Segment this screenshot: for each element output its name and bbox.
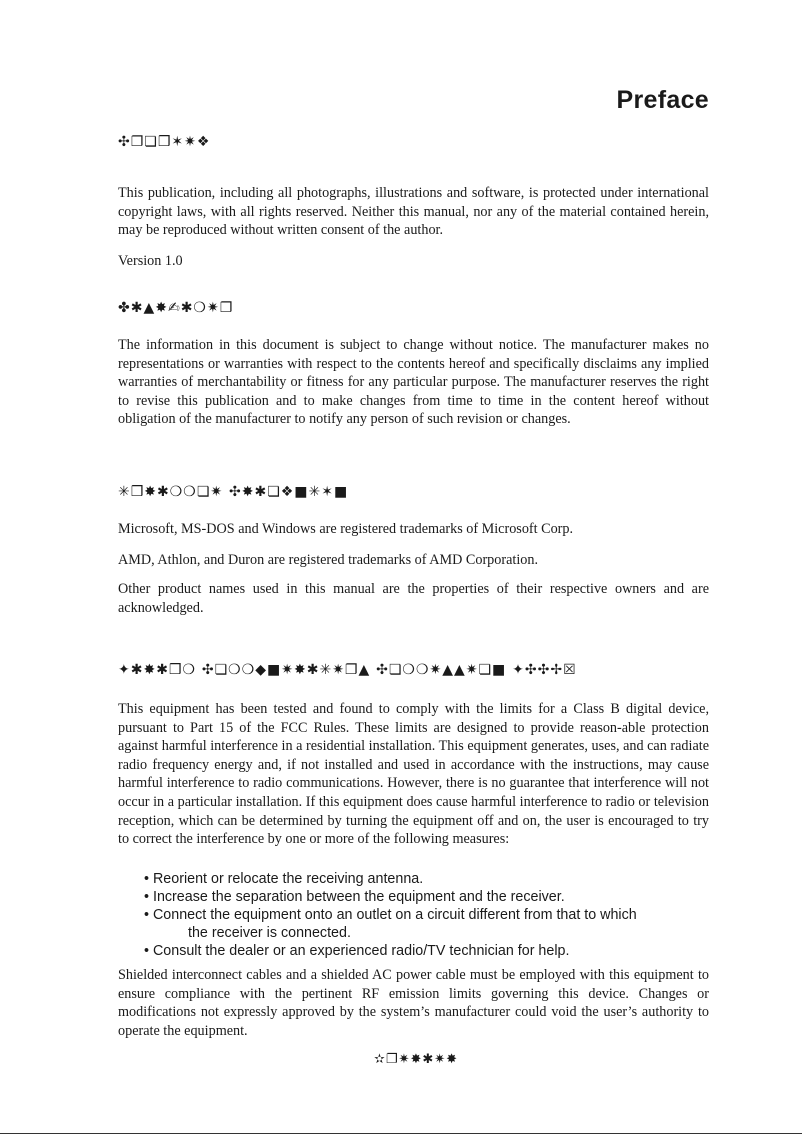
copyright-heading: ✣❐❏❒✶✷❖	[118, 134, 211, 150]
fcc-closing-paragraph: Shielded interconnect cables and a shielded AC power cable must be employed with this equipment to ensure compliance with the pertinent RF emission limits governing this device. Changes or modifications not expressly approved by the system’s manufacturer could void the user’s authority to operate the equipment.	[118, 967, 709, 1039]
page-footer-mark: ✫❐✷✸✱✷✸	[374, 1052, 459, 1067]
list-item	[144, 870, 704, 888]
version-text: Version 1.0	[118, 253, 183, 269]
trademark-amd: AMD, Athlon, and Duron are registered trademarks of AMD Corporation.	[118, 552, 539, 568]
page-title: Preface	[616, 86, 709, 114]
measure-text: • Consult the dealer or an experienced radio/TV technician for help.	[144, 943, 570, 959]
trademark-other: Other product names used in this manual are the properties of their respective owners and are acknowledged.	[118, 581, 709, 616]
measure-text: • Reorient or relocate the receiving antenna.	[144, 871, 424, 887]
disclaimer-paragraph: The information in this document is subject to change without notice. The manufacturer makes no representations or warranties with respect to the contents hereof and specifically disclaims any implied warranties of merchantability or fitness for any particular purpose. The manufacturer reserves the right to revise this publication and to make changes from time to time in the content hereof without obligation of the manufacturer to notify any person of such revision or changes.	[118, 337, 709, 428]
fcc-measures-list	[144, 870, 704, 960]
trademark-heading: ✳❒✸✱❍❍❏✷ ✣✸✱❏❖■✳✶■	[118, 484, 349, 500]
list-item	[144, 906, 704, 942]
fcc-heading: ✦✱✸✱❒❍ ✣❏❍❍◆■✷✸✱✳✷❐▲ ✣❏❍❍✷▲▲✷❏■ ✦✣✣✢☒	[118, 662, 577, 678]
measure-text: • Increase the separation between the equipment and the receiver.	[144, 889, 565, 905]
document-page	[118, 0, 709, 1136]
trademark-microsoft: Microsoft, MS-DOS and Windows are registered trademarks of Microsoft Corp.	[118, 521, 574, 537]
bottom-divider	[0, 1133, 802, 1134]
measure-continuation: the receiver is connected.	[188, 925, 351, 941]
list-item	[144, 942, 704, 960]
copyright-paragraph: This publication, including all photographs, illustrations and software, is protected under international copyright laws, with all rights reserved. Neither this manual, nor any of the material contained herein, may be reproduced without written consent of the author.	[118, 185, 709, 239]
measure-text: • Connect the equipment onto an outlet on a circuit different from that to which	[144, 907, 637, 923]
fcc-paragraph: This equipment has been tested and found to comply with the limits for a Class B digital device, pursuant to Part 15 of the FCC Rules. These limits are designed to provide reason-able protection against harmful interference in a residential installation. This equipment generates, uses, and can radiate radio frequency energy and, if not installed and used in accordance with the instructions, may cause harmful interference to radio communications. However, there is no guarantee that interference will not occur in a particular installation. If this equipment does cause harmful interference to radio or television reception, which can be determined by turning the equipment off and on, the user is encouraged to try to correct the interference by one or more of the following measures:	[118, 701, 709, 848]
list-item	[144, 888, 704, 906]
disclaimer-heading: ✤✱▲✸✍✱❍✷❐	[118, 300, 234, 316]
